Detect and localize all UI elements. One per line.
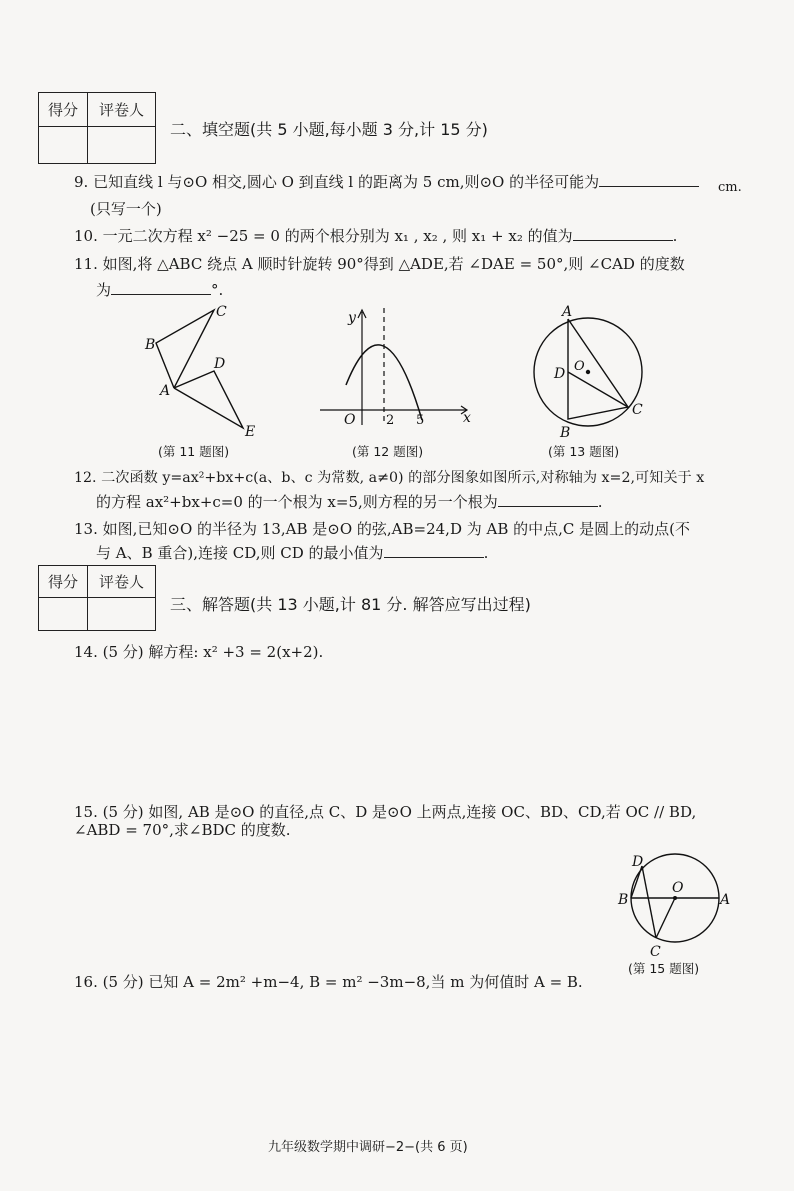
label-a: A xyxy=(160,383,171,399)
label-a: A xyxy=(720,892,731,908)
answer-blank-11[interactable] xyxy=(111,278,211,295)
label-b: B xyxy=(145,337,156,353)
label-e: E xyxy=(245,424,256,440)
figure-12 xyxy=(318,300,478,430)
question-15-line1: 15. (5 分) 如图, AB 是⊙O 的直径,点 C、D 是⊙O 上两点,连接 OC、BD、CD,若 OC // BD, xyxy=(74,803,697,821)
tick-5: 5 xyxy=(416,413,425,428)
question-15-line2: ∠ABD = 70°,求∠BDC 的度数. xyxy=(74,821,291,839)
question-13-line2: 与 A、B 重合),连接 CD,则 CD 的最小值为 . xyxy=(96,541,488,565)
label-o: O xyxy=(672,880,684,896)
segment-cd xyxy=(568,372,628,407)
answer-blank-13[interactable] xyxy=(384,541,484,558)
score-box-1 xyxy=(38,92,156,164)
question-9-unit: cm. xyxy=(718,180,742,195)
answer-blank-12[interactable] xyxy=(498,490,598,507)
triangle-abc xyxy=(156,310,214,388)
question-9-line2: (只写一个) xyxy=(90,200,162,218)
figure-13-caption: (第 13 题图) xyxy=(548,444,620,459)
label-origin: O xyxy=(344,412,356,428)
grader-header: 评卷人 xyxy=(88,93,156,127)
section-3-title: 三、解答题(共 13 小题,计 81 分. 解答应写出过程) xyxy=(170,595,531,614)
label-o: O xyxy=(574,359,585,374)
center-o xyxy=(586,370,590,374)
score-header: 得分 xyxy=(39,566,88,598)
question-14: 14. (5 分) 解方程: x² +3 = 2(x+2). xyxy=(74,643,324,661)
question-12-line2: 的方程 ax²+bx+c=0 的一个根为 x=5,则方程的另一个根为 . xyxy=(96,490,603,514)
section-2-title: 二、填空题(共 5 小题,每小题 3 分,计 15 分) xyxy=(170,120,488,139)
tick-2: 2 xyxy=(386,413,395,428)
label-d: D xyxy=(632,854,644,870)
figure-13 xyxy=(530,302,660,442)
answer-blank-10[interactable] xyxy=(573,224,673,241)
label-d: D xyxy=(554,366,566,382)
page-footer: 九年级数学期中调研−2−(共 6 页) xyxy=(268,1140,468,1155)
question-13-line1: 13. 如图,已知⊙O 的半径为 13,AB 是⊙O 的弦,AB=24,D 为 AB 的中点,C 是圆上的动点(不 xyxy=(74,520,691,538)
label-c: C xyxy=(632,402,643,418)
question-10-text: 10. 一元二次方程 x² −25 = 0 的两个根分别为 x₁ , x₂ , 则 x₁ + x₂ 的值为 xyxy=(74,227,573,245)
figure-11-caption: (第 11 题图) xyxy=(158,444,230,459)
question-10: 10. 一元二次方程 x² −25 = 0 的两个根分别为 x₁ , x₂ , 则 x₁ + x₂ 的值为 . xyxy=(74,224,677,248)
score-header: 得分 xyxy=(39,93,88,127)
segment-bd xyxy=(631,866,642,898)
figure-15 xyxy=(614,850,734,962)
segment-cd xyxy=(642,866,656,938)
label-b: B xyxy=(560,425,571,441)
question-12-line1: 12. 二次函数 y=ax²+bx+c(a、b、c 为常数, a≠0) 的部分图象如图所示,对称轴为 x=2,可知关于 x xyxy=(74,470,705,486)
grader-cell[interactable] xyxy=(88,598,156,631)
segment-oc xyxy=(656,898,675,938)
score-box-2 xyxy=(38,565,156,631)
label-y: y xyxy=(348,310,356,326)
question-16: 16. (5 分) 已知 A = 2m² +m−4, B = m² −3m−8,当 m 为何值时 A = B. xyxy=(74,973,583,991)
grader-header: 评卷人 xyxy=(88,566,156,598)
label-x: x xyxy=(463,410,471,426)
score-cell[interactable] xyxy=(39,598,88,631)
label-b: B xyxy=(618,892,629,908)
triangle-ade xyxy=(174,371,243,428)
question-9-text: 9. 已知直线 l 与⊙O 相交,圆心 O 到直线 l 的距离为 5 cm,则⊙O 的半径可能为 xyxy=(74,173,600,191)
center-o xyxy=(673,896,677,900)
label-c: C xyxy=(650,944,661,960)
question-11-line1: 11. 如图,将 △ABC 绕点 A 顺时针旋转 90°得到 △ADE,若 ∠DAE = 50°,则 ∠CAD 的度数 xyxy=(74,255,685,273)
question-11-line2: 为 °. xyxy=(96,278,223,302)
figure-15-caption: (第 15 题图) xyxy=(628,961,700,976)
label-a: A xyxy=(562,304,573,320)
figure-12-caption: (第 12 题图) xyxy=(352,444,424,459)
label-c: C xyxy=(216,304,227,320)
grader-cell[interactable] xyxy=(88,127,156,164)
answer-blank-9[interactable] xyxy=(599,170,699,187)
score-cell[interactable] xyxy=(39,127,88,164)
figure-11 xyxy=(140,298,270,443)
question-9 xyxy=(74,170,699,194)
label-d: D xyxy=(214,356,226,372)
